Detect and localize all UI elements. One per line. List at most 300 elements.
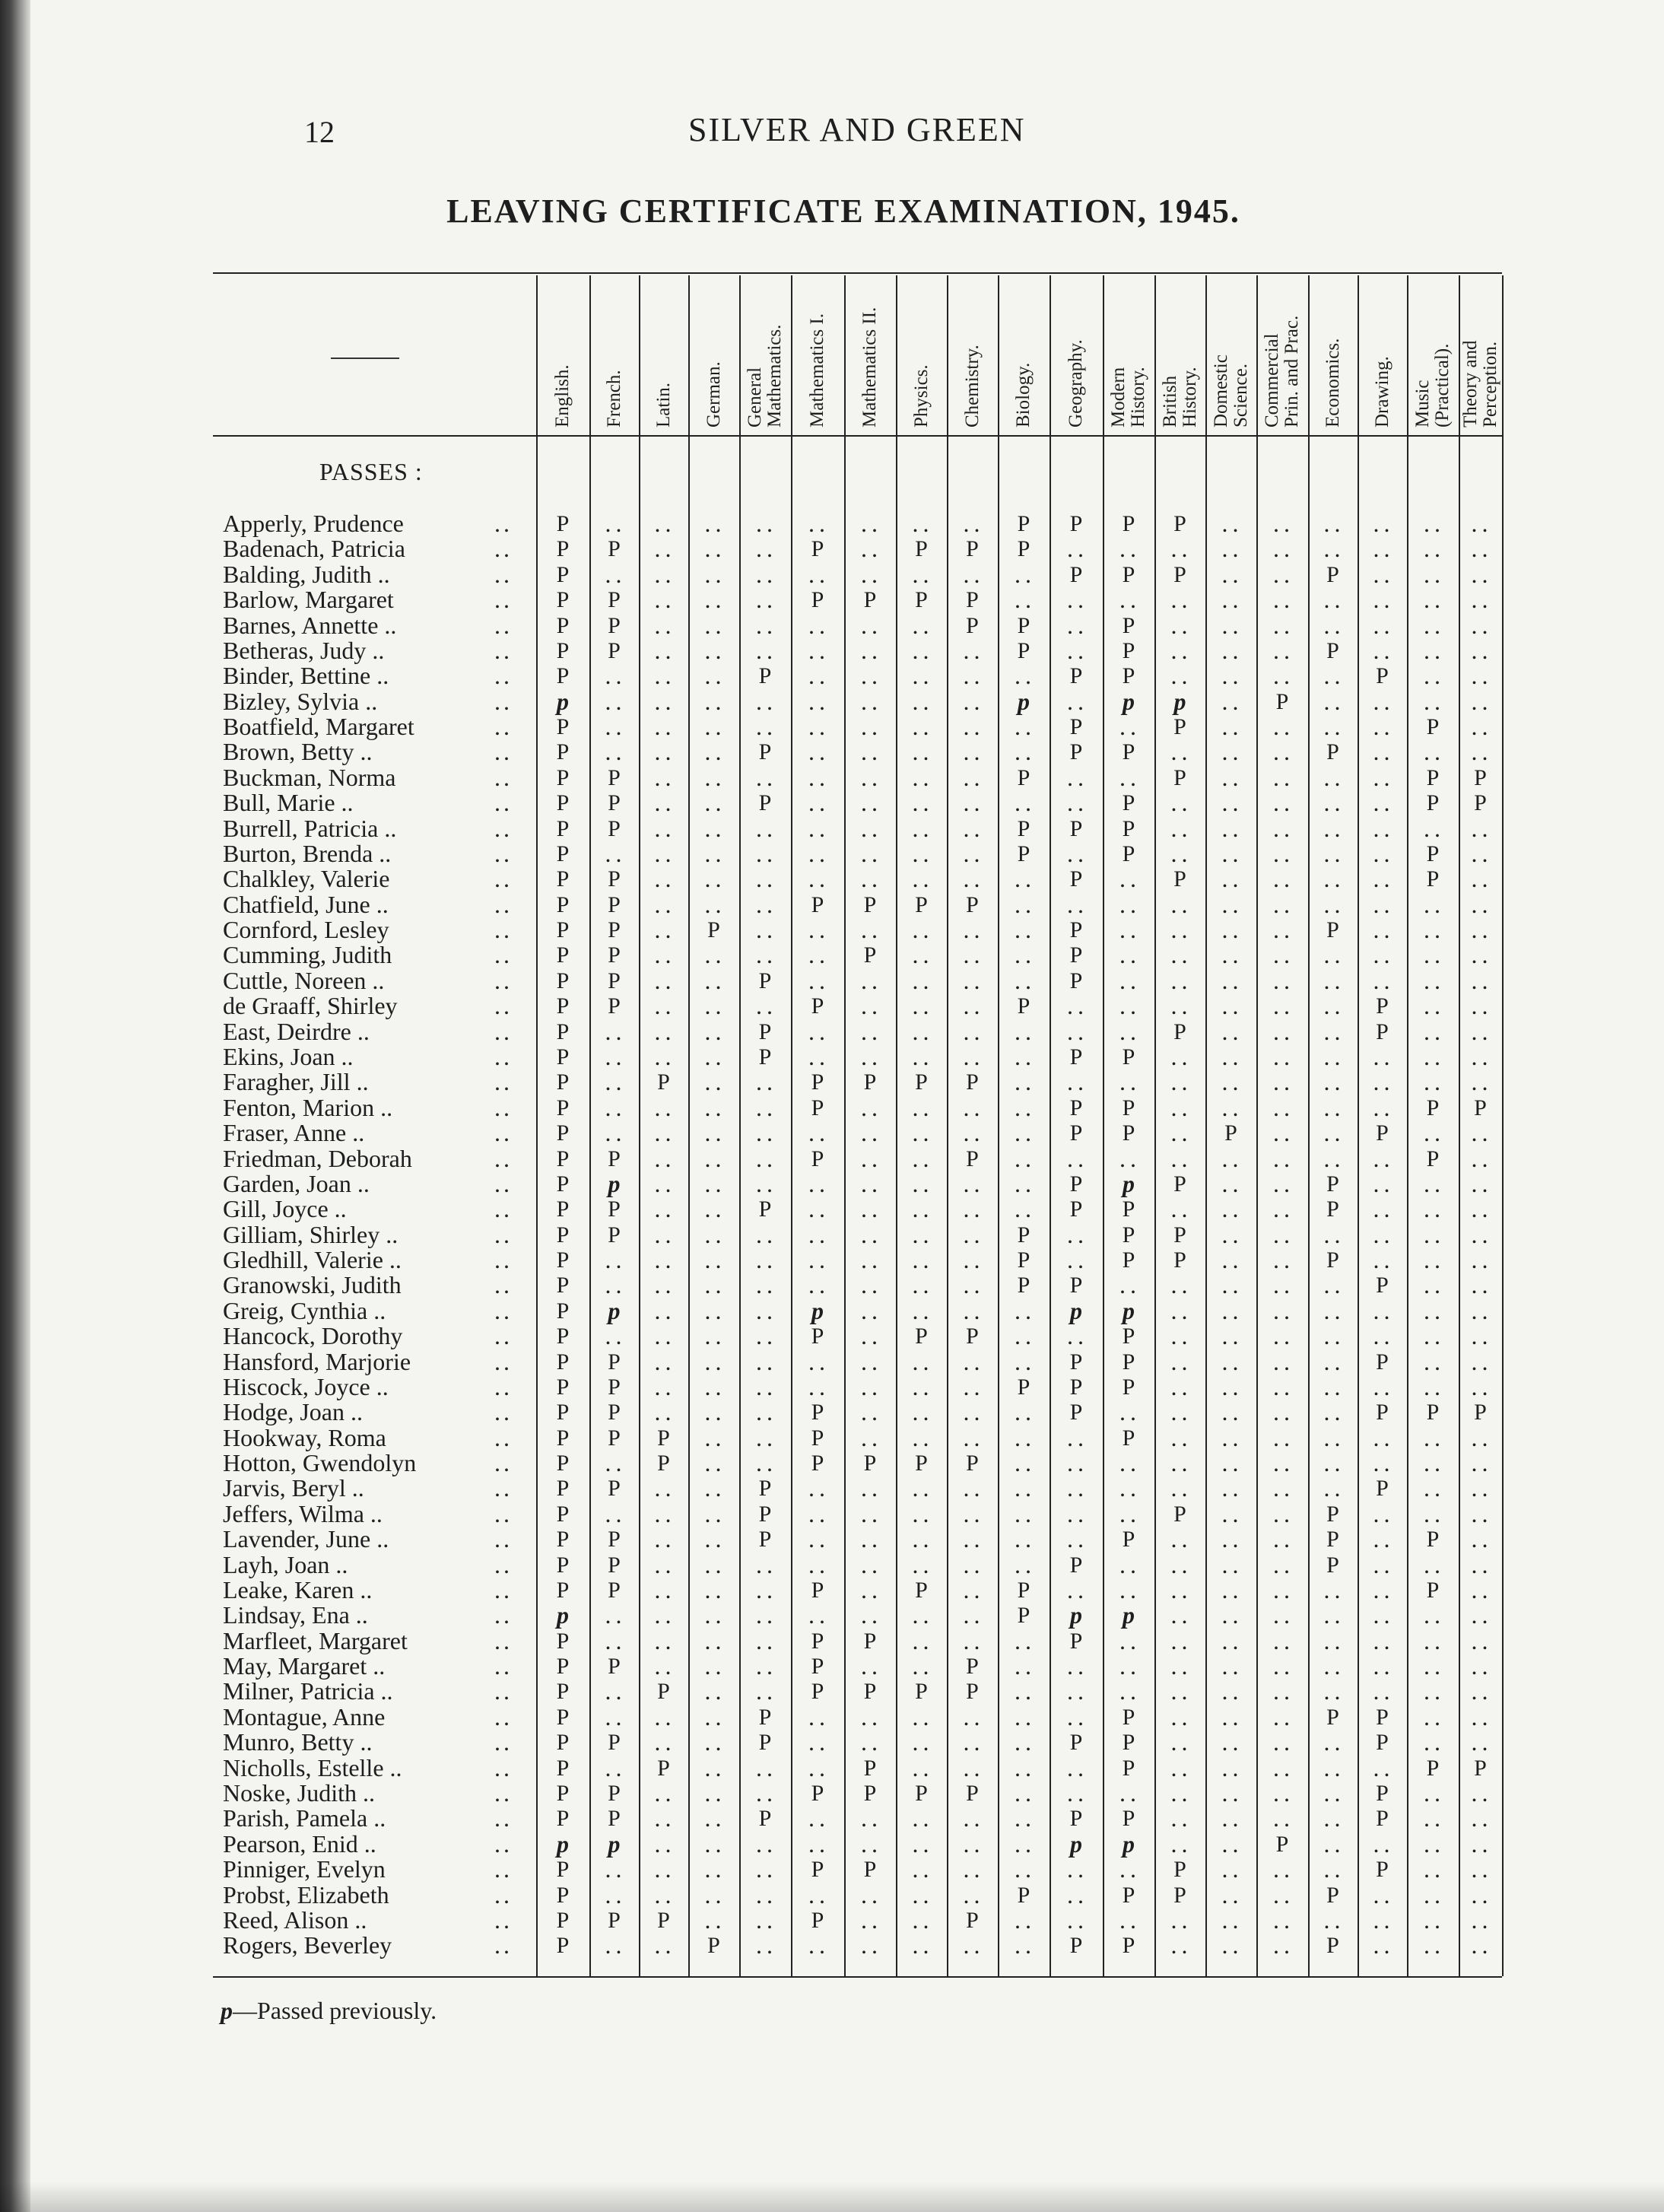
result-cell: ..: [1471, 1855, 1493, 1883]
result-cell: ..: [1273, 611, 1294, 639]
result-cell: ..: [1015, 789, 1036, 817]
result-cell: ..: [963, 1474, 985, 1502]
result-cell: p: [1123, 1601, 1135, 1629]
result-cell: ..: [704, 763, 726, 791]
result-cell: P: [556, 1171, 570, 1197]
result-cell: ..: [756, 1068, 777, 1096]
table-row: [0, 1527, 1664, 1552]
result-cell: ..: [654, 1601, 676, 1629]
result-cell: P: [1122, 1730, 1135, 1756]
result-cell: ..: [1373, 966, 1395, 994]
result-cell: ..: [1273, 1702, 1294, 1731]
result-cell: ..: [1323, 763, 1345, 791]
result-cell: ..: [1221, 865, 1243, 893]
result-cell: ..: [1170, 992, 1192, 1020]
result-cell: ..: [1170, 1931, 1192, 1959]
result-cell: ..: [861, 1169, 882, 1197]
result-cell: ..: [1273, 1601, 1294, 1629]
student-name: Chatfield, June ..: [223, 890, 389, 918]
result-cell: ..: [704, 1728, 726, 1756]
student-name: Balding, Judith ..: [223, 560, 390, 588]
student-name: Hansford, Marjorie: [223, 1347, 411, 1375]
result-cell: ..: [1221, 1779, 1243, 1807]
result-cell: P: [758, 1806, 772, 1832]
result-cell: ..: [1273, 941, 1294, 969]
result-cell: ..: [1119, 1271, 1141, 1299]
result-cell: ..: [756, 1550, 777, 1578]
result-cell: P: [1376, 1349, 1389, 1375]
result-cell: ..: [1323, 1017, 1345, 1045]
result-cell: ..: [963, 1880, 985, 1908]
result-cell: ..: [654, 1296, 676, 1324]
result-cell: ..: [1424, 636, 1445, 664]
result-cell: ..: [1119, 1017, 1141, 1045]
result-cell: P: [1326, 1704, 1339, 1730]
result-cell: ..: [1323, 1271, 1345, 1299]
result-cell: P: [1122, 1374, 1135, 1400]
result-cell: ..: [1221, 1855, 1243, 1883]
result-cell: ..: [1424, 510, 1445, 537]
result-cell: ..: [1221, 1423, 1243, 1451]
result-cell: ..: [654, 890, 676, 918]
result-cell: ..: [1170, 1804, 1192, 1832]
result-cell: ..: [808, 1931, 830, 1959]
student-name: Gill, Joyce ..: [223, 1195, 347, 1223]
leader-dots: ..: [494, 789, 513, 817]
result-cell: ..: [912, 1144, 934, 1172]
result-cell: ..: [1424, 662, 1445, 690]
result-cell: P: [556, 536, 570, 562]
result-cell: ..: [808, 1042, 830, 1070]
result-cell: P: [811, 536, 824, 562]
result-cell: ..: [861, 1271, 882, 1299]
result-cell: ..: [704, 1905, 726, 1934]
table-row: [0, 1400, 1664, 1425]
result-cell: P: [1069, 1628, 1083, 1654]
result-cell: ..: [808, 1525, 830, 1553]
result-cell: P: [811, 1577, 824, 1603]
result-cell: ..: [1170, 1829, 1192, 1858]
result-cell: ..: [704, 738, 726, 766]
leader-dots: ..: [494, 1347, 513, 1375]
result-cell: ..: [1373, 1499, 1395, 1527]
result-cell: ..: [963, 839, 985, 867]
result-cell: ..: [861, 763, 882, 791]
leader-dots: ..: [494, 1322, 513, 1350]
result-cell: ..: [912, 966, 934, 994]
result-cell: P: [811, 1400, 824, 1425]
result-cell: ..: [1323, 839, 1345, 867]
result-cell: ..: [1424, 1804, 1445, 1832]
result-cell: P: [966, 1146, 979, 1171]
result-cell: P: [556, 1451, 570, 1476]
result-cell: p: [1070, 1601, 1082, 1629]
result-cell: ..: [1015, 662, 1036, 690]
result-cell: p: [608, 1169, 621, 1197]
result-cell: ..: [912, 1474, 934, 1502]
result-cell: P: [556, 1755, 570, 1781]
result-cell: ..: [1015, 916, 1036, 944]
result-cell: P: [556, 1933, 570, 1959]
result-cell: ..: [1273, 1093, 1294, 1121]
result-cell: P: [1426, 764, 1440, 790]
result-cell: ..: [654, 1144, 676, 1172]
result-cell: ..: [1119, 586, 1141, 614]
result-cell: P: [758, 1019, 772, 1044]
leader-dots: ..: [494, 992, 513, 1020]
result-cell: ..: [861, 1220, 882, 1248]
result-cell: ..: [1221, 1652, 1243, 1680]
result-cell: P: [811, 1654, 824, 1680]
result-cell: ..: [1273, 1068, 1294, 1096]
result-cell: ..: [1273, 560, 1294, 588]
student-name: Hookway, Roma: [223, 1423, 386, 1451]
result-cell: P: [863, 1755, 877, 1781]
result-cell: ..: [912, 1931, 934, 1959]
result-cell: ..: [912, 916, 934, 944]
result-cell: ..: [1373, 1575, 1395, 1603]
result-cell: ..: [1119, 865, 1141, 893]
exam-title: LEAVING CERTIFICATE EXAMINATION, 1945.: [446, 192, 1240, 230]
result-cell: ..: [1170, 1474, 1192, 1502]
result-cell: ..: [1273, 763, 1294, 791]
leader-dots: ..: [494, 890, 513, 918]
result-cell: ..: [1424, 1372, 1445, 1400]
leader-dots: ..: [494, 713, 513, 741]
result-cell: P: [556, 1476, 570, 1502]
student-name: Gledhill, Valerie ..: [223, 1246, 402, 1274]
result-cell: ..: [1471, 1728, 1493, 1756]
result-cell: ..: [1273, 1119, 1294, 1147]
result-cell: ..: [1471, 941, 1493, 969]
result-cell: ..: [1323, 1677, 1345, 1705]
result-cell: ..: [808, 1550, 830, 1578]
table-row: [0, 1702, 1664, 1731]
leader-dots: ..: [494, 535, 513, 563]
result-cell: ..: [1067, 1499, 1088, 1527]
result-cell: P: [608, 790, 621, 816]
result-cell: ..: [912, 1169, 934, 1197]
result-cell: P: [1173, 1857, 1186, 1883]
result-cell: ..: [1273, 789, 1294, 817]
result-cell: ..: [1221, 1296, 1243, 1324]
student-name: Cuttle, Noreen ..: [223, 966, 385, 994]
subject-header-label: French.: [603, 370, 624, 427]
result-cell: ..: [1471, 1677, 1493, 1705]
result-cell: ..: [1424, 611, 1445, 639]
result-cell: ..: [756, 839, 777, 867]
result-cell: ..: [1471, 1601, 1493, 1629]
leader-dots: ..: [494, 1499, 513, 1527]
result-cell: ..: [1273, 1931, 1294, 1959]
result-cell: ..: [1221, 586, 1243, 614]
result-cell: ..: [1273, 1398, 1294, 1426]
result-cell: ..: [1273, 1499, 1294, 1527]
result-cell: P: [863, 1679, 877, 1705]
result-cell: ..: [756, 1372, 777, 1400]
result-cell: ..: [1221, 789, 1243, 817]
result-cell: P: [556, 1577, 570, 1603]
result-cell: ..: [1015, 1195, 1036, 1223]
result-cell: ..: [1119, 1449, 1141, 1477]
result-cell: P: [1426, 714, 1440, 740]
result-cell: ..: [654, 839, 676, 867]
result-cell: ..: [1373, 1144, 1395, 1172]
result-cell: ..: [605, 713, 627, 741]
result-cell: ..: [756, 1652, 777, 1680]
result-cell: ..: [605, 1880, 627, 1908]
result-cell: p: [1070, 1829, 1082, 1858]
result-cell: ..: [912, 1702, 934, 1731]
result-cell: ..: [704, 1220, 726, 1248]
result-cell: P: [556, 1019, 570, 1044]
result-cell: P: [556, 1069, 570, 1095]
table-row: [0, 613, 1664, 638]
result-cell: ..: [1119, 1779, 1141, 1807]
result-cell: p: [608, 1829, 621, 1858]
result-cell: P: [1376, 1476, 1389, 1502]
result-cell: ..: [1015, 1042, 1036, 1070]
result-cell: ..: [1373, 510, 1395, 537]
leader-dots: ..: [494, 1677, 513, 1705]
table-row: [0, 562, 1664, 587]
result-cell: ..: [1373, 890, 1395, 918]
result-cell: P: [1017, 841, 1030, 866]
result-cell: ..: [1471, 1423, 1493, 1451]
result-cell: ..: [605, 1119, 627, 1147]
result-cell: ..: [704, 1195, 726, 1223]
result-cell: ..: [1170, 1449, 1192, 1477]
table-row: [0, 866, 1664, 891]
result-cell: P: [758, 663, 772, 689]
leader-dots: ..: [494, 916, 513, 944]
result-cell: ..: [1273, 814, 1294, 842]
subject-header-label: Biology.: [1013, 362, 1034, 427]
result-cell: ..: [1471, 839, 1493, 867]
result-cell: ..: [654, 713, 676, 741]
result-cell: P: [608, 815, 621, 841]
result-cell: P: [556, 942, 570, 968]
result-cell: P: [863, 942, 877, 968]
result-cell: ..: [1015, 1068, 1036, 1096]
result-cell: ..: [808, 1499, 830, 1527]
result-cell: ..: [912, 763, 934, 791]
result-cell: ..: [1221, 1626, 1243, 1654]
result-cell: ..: [756, 1753, 777, 1781]
result-cell: ..: [1170, 535, 1192, 563]
result-cell: ..: [1221, 1804, 1243, 1832]
result-cell: P: [556, 1730, 570, 1756]
student-name: Lindsay, Ena ..: [223, 1601, 368, 1629]
result-cell: P: [915, 587, 928, 613]
result-cell: P: [1017, 1273, 1030, 1298]
result-cell: P: [1376, 663, 1389, 689]
result-cell: ..: [808, 865, 830, 893]
result-cell: P: [556, 1552, 570, 1578]
result-cell: ..: [1424, 1347, 1445, 1375]
result-cell: ..: [605, 1753, 627, 1781]
result-cell: P: [1173, 1882, 1186, 1908]
result-cell: ..: [861, 916, 882, 944]
result-cell: ..: [861, 713, 882, 741]
result-cell: P: [966, 1781, 979, 1806]
result-cell: ..: [912, 1042, 934, 1070]
result-cell: ..: [1424, 1626, 1445, 1654]
result-cell: P: [863, 587, 877, 613]
result-cell: ..: [1273, 1144, 1294, 1172]
student-name: Granowski, Judith: [223, 1271, 402, 1299]
result-cell: ..: [1119, 992, 1141, 1020]
result-cell: P: [1224, 1120, 1237, 1146]
subject-header-label: German.: [703, 361, 724, 427]
result-cell: ..: [1273, 535, 1294, 563]
result-cell: ..: [808, 1728, 830, 1756]
result-cell: ..: [654, 636, 676, 664]
result-cell: ..: [1119, 1144, 1141, 1172]
result-cell: ..: [605, 1449, 627, 1477]
result-cell: ..: [912, 1880, 934, 1908]
student-name: Pinniger, Evelyn: [223, 1855, 386, 1883]
leader-dots: ..: [494, 1855, 513, 1883]
result-cell: ..: [1323, 1322, 1345, 1350]
student-name: Friedman, Deborah: [223, 1144, 412, 1172]
leader-dots: ..: [494, 1728, 513, 1756]
leader-dots: ..: [494, 1169, 513, 1197]
result-cell: ..: [861, 865, 882, 893]
result-cell: ..: [1170, 1195, 1192, 1223]
result-cell: ..: [1323, 1804, 1345, 1832]
result-cell: ..: [1373, 1880, 1395, 1908]
result-cell: ..: [1067, 1575, 1088, 1603]
result-cell: ..: [1273, 1322, 1294, 1350]
result-cell: ..: [963, 1246, 985, 1274]
result-cell: ..: [1067, 1068, 1088, 1096]
result-cell: P: [1122, 1197, 1135, 1222]
leader-dots: ..: [494, 1398, 513, 1426]
result-cell: ..: [912, 1550, 934, 1578]
result-cell: ..: [1373, 1753, 1395, 1781]
result-cell: P: [1376, 993, 1389, 1019]
result-cell: ..: [1273, 1042, 1294, 1070]
leader-dots: ..: [494, 1779, 513, 1807]
result-cell: ..: [605, 1677, 627, 1705]
result-cell: ..: [1471, 1525, 1493, 1553]
result-cell: ..: [654, 1017, 676, 1045]
result-cell: p: [1018, 687, 1030, 715]
result-cell: ..: [1471, 1068, 1493, 1096]
result-cell: ..: [1273, 1169, 1294, 1197]
result-cell: ..: [912, 510, 934, 537]
result-cell: ..: [1221, 1246, 1243, 1274]
leader-dots: ..: [494, 1525, 513, 1553]
result-cell: ..: [654, 1829, 676, 1858]
result-cell: P: [915, 1781, 928, 1806]
result-cell: ..: [756, 687, 777, 715]
result-cell: ..: [756, 1601, 777, 1629]
leader-dots: ..: [494, 1753, 513, 1781]
result-cell: ..: [1373, 687, 1395, 715]
result-cell: ..: [654, 865, 676, 893]
student-name: Bull, Marie ..: [223, 789, 354, 817]
result-cell: ..: [1170, 611, 1192, 639]
passes-label: PASSES :: [319, 458, 423, 485]
result-cell: ..: [1170, 586, 1192, 614]
result-cell: ..: [1273, 1017, 1294, 1045]
result-cell: ..: [1067, 1855, 1088, 1883]
result-cell: ..: [1221, 1322, 1243, 1350]
result-cell: ..: [704, 1753, 726, 1781]
result-cell: P: [1275, 1831, 1289, 1857]
student-name: Pearson, Enid ..: [223, 1829, 376, 1858]
result-cell: ..: [1373, 1652, 1395, 1680]
result-cell: ..: [963, 1601, 985, 1629]
result-cell: ..: [654, 916, 676, 944]
result-cell: P: [966, 1324, 979, 1349]
result-cell: P: [608, 891, 621, 917]
result-cell: P: [1173, 1019, 1186, 1044]
result-cell: P: [758, 1476, 772, 1502]
result-cell: ..: [1015, 1449, 1036, 1477]
result-cell: ..: [1221, 941, 1243, 969]
table-row: [0, 1273, 1664, 1298]
leader-dots: ..: [494, 865, 513, 893]
subject-header-label: Geography.: [1065, 339, 1086, 427]
result-cell: ..: [1015, 1829, 1036, 1858]
result-cell: P: [1069, 1095, 1083, 1120]
result-cell: ..: [704, 1347, 726, 1375]
result-cell: ..: [1273, 839, 1294, 867]
result-cell: P: [1173, 866, 1186, 892]
result-cell: ..: [861, 510, 882, 537]
result-cell: ..: [861, 1880, 882, 1908]
result-cell: P: [1017, 1603, 1030, 1629]
result-cell: ..: [1067, 763, 1088, 791]
result-cell: ..: [1273, 1271, 1294, 1299]
result-cell: ..: [912, 1347, 934, 1375]
result-cell: ..: [756, 865, 777, 893]
result-cell: P: [707, 917, 720, 943]
result-cell: P: [556, 841, 570, 866]
result-cell: ..: [1373, 1905, 1395, 1934]
result-cell: ..: [1221, 992, 1243, 1020]
result-cell: ..: [1221, 890, 1243, 918]
result-cell: ..: [912, 1829, 934, 1858]
result-cell: ..: [1119, 890, 1141, 918]
result-cell: ..: [1015, 1779, 1036, 1807]
result-cell: P: [811, 1324, 824, 1349]
result-cell: P: [1173, 561, 1186, 587]
result-cell: P: [1122, 815, 1135, 841]
result-cell: ..: [756, 1905, 777, 1934]
result-cell: ..: [1373, 789, 1395, 817]
result-cell: ..: [963, 1423, 985, 1451]
result-cell: P: [1122, 1704, 1135, 1730]
table-row: [0, 1550, 1664, 1578]
result-cell: ..: [1221, 763, 1243, 791]
result-cell: ..: [1424, 1931, 1445, 1959]
result-cell: ..: [912, 1398, 934, 1426]
result-cell: P: [1376, 1730, 1389, 1756]
student-name: Marfleet, Margaret: [223, 1626, 408, 1654]
result-cell: ..: [1373, 611, 1395, 639]
result-cell: ..: [861, 1525, 882, 1553]
result-cell: ..: [808, 1702, 830, 1731]
result-cell: ..: [1323, 941, 1345, 969]
result-cell: P: [1069, 1730, 1083, 1756]
result-cell: P: [608, 612, 621, 638]
leader-dots: ..: [494, 966, 513, 994]
result-cell: ..: [1067, 1779, 1088, 1807]
